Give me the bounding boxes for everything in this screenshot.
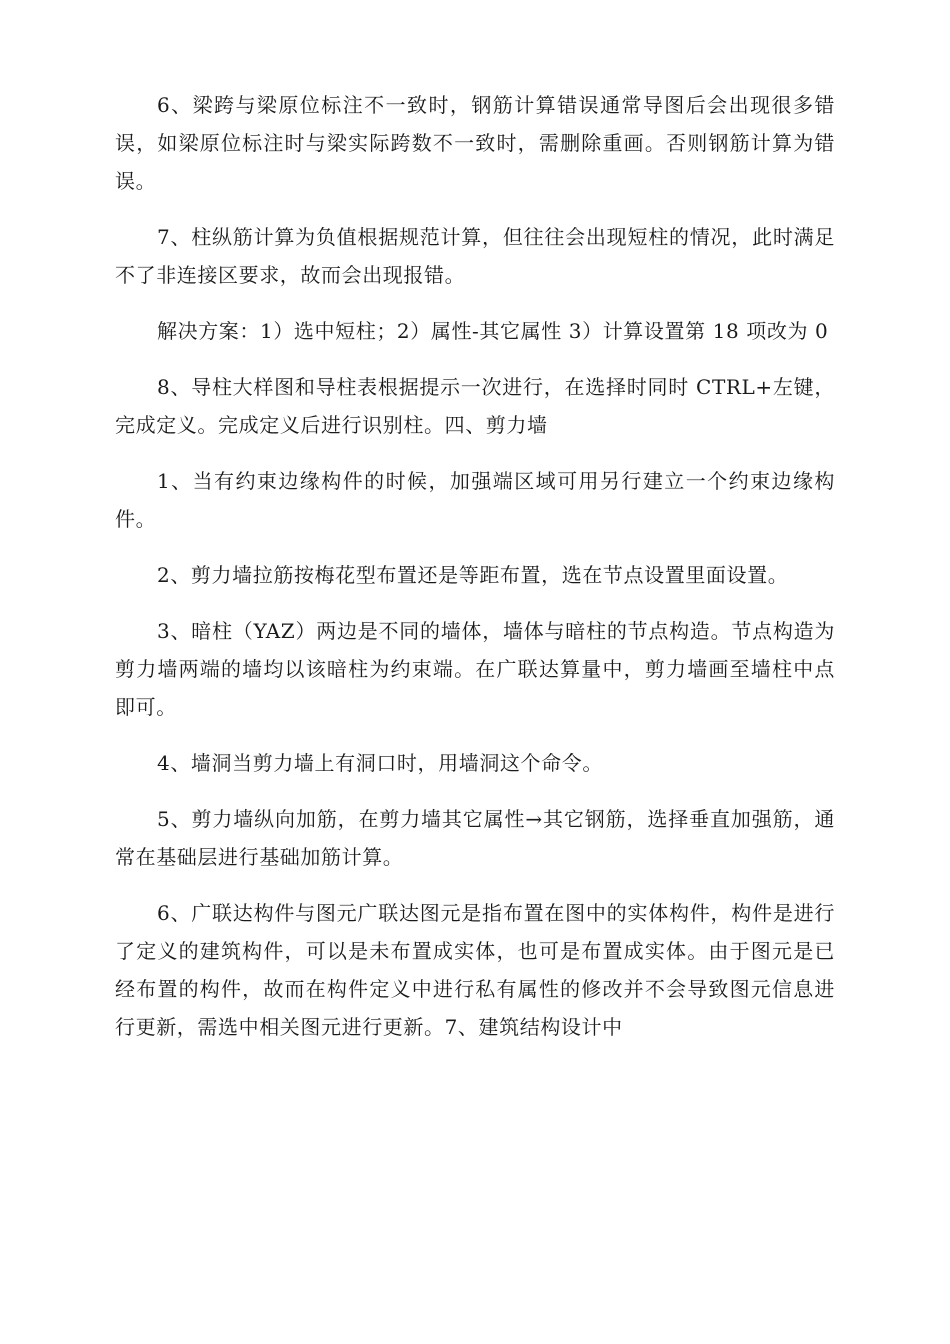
paragraph-vertical-rebar: 5、剪力墙纵向加筋，在剪力墙其它属性→其它钢筋，选择垂直加强筋，通常在基础层进行基础加筋计算。 bbox=[115, 807, 835, 869]
paragraph-column-rebar-negative: 7、柱纵筋计算为负值根据规范计算，但往往会出现短柱的情况，此时满足不了非连接区要求，故而会出现报错。 bbox=[115, 225, 835, 287]
paragraph-beam-span-mismatch: 6、梁跨与梁原位标注不一致时，钢筋计算错误通常导图后会出现很多错误，如梁原位标注时与梁实际跨数不一致时，需删除重画。否则钢筋计算为错误。 bbox=[115, 93, 835, 193]
paragraph-tie-bar-layout: 2、剪力墙拉筋按梅花型布置还是等距布置，选在节点设置里面设置。 bbox=[157, 563, 789, 587]
paragraph-component-vs-element: 6、广联达构件与图元广联达图元是指布置在图中的实体构件，构件是进行了定义的建筑构件，可以是未布置成实体，也可是布置成实体。由于图元是已经布置的构件，故而在构件定义中进行私有属性的修改并不会导致图元信息进行更新，需选中相关图元进行更新。7、建筑结构设计中 bbox=[115, 901, 835, 1039]
paragraph-solution: 解决方案：1）选中短柱；2）属性-其它属性 3）计算设置第 18 项改为 0 bbox=[157, 319, 829, 343]
paragraph-wall-opening: 4、墙洞当剪力墙上有洞口时，用墙洞这个命令。 bbox=[157, 751, 603, 775]
paragraph-column-detail-import: 8、导柱大样图和导柱表根据提示一次进行，在选择时同时 CTRL+左键，完成定义。完成定义后进行识别柱。四、剪力墙 bbox=[115, 375, 835, 437]
document-body bbox=[115, 86, 835, 1046]
paragraph-boundary-element: 1、当有约束边缘构件的时候，加强端区域可用另行建立一个约束边缘构件。 bbox=[115, 469, 835, 531]
paragraph-hidden-column: 3、暗柱（YAZ）两边是不同的墙体，墙体与暗柱的节点构造。节点构造为剪力墙两端的墙均以该暗柱为约束端。在广联达算量中，剪力墙画至墙柱中点即可。 bbox=[115, 619, 835, 719]
